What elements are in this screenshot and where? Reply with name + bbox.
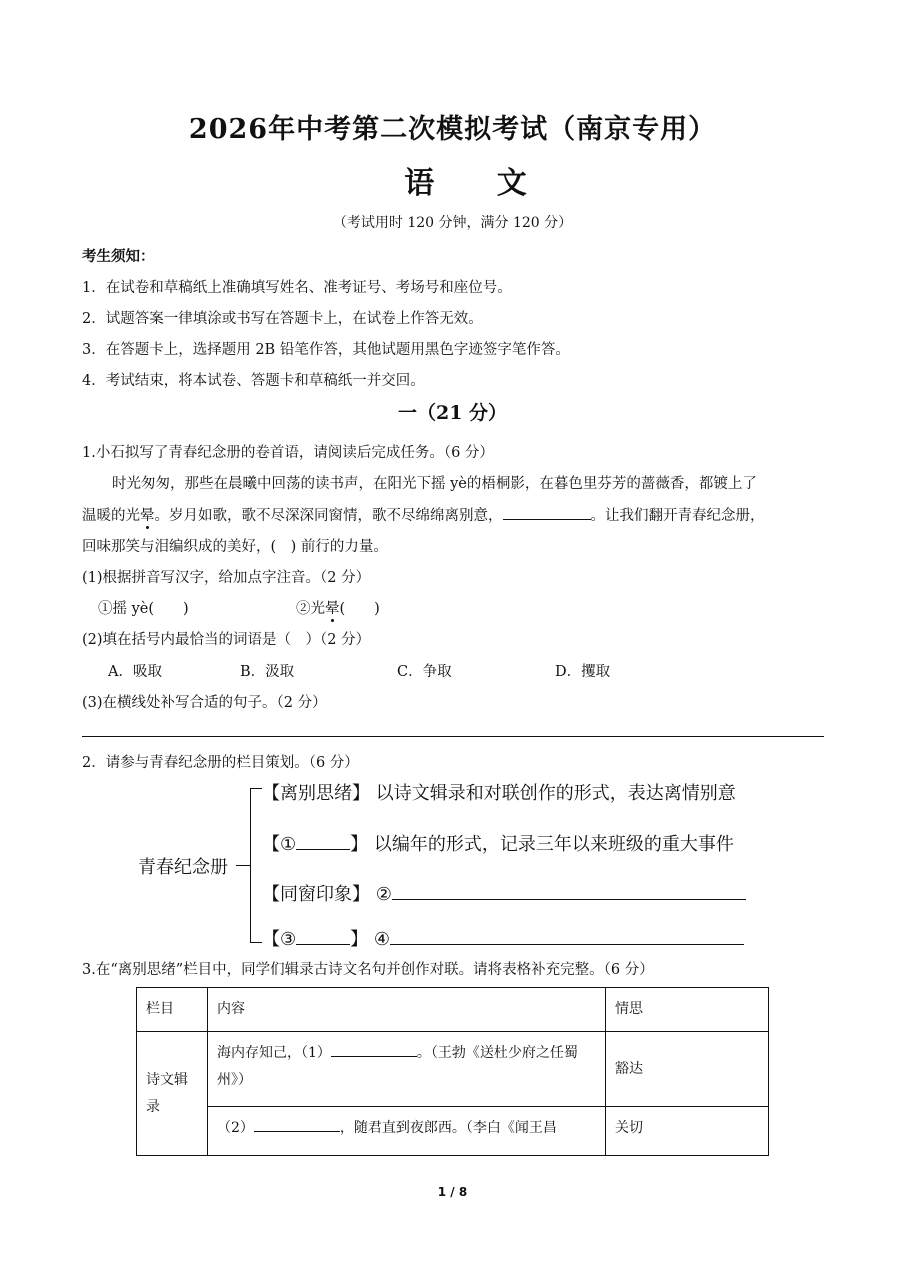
answer-blank bbox=[254, 1117, 340, 1132]
column-row: 【离别思绪】 以诗文辑录和对联创作的形式，表达离情别意 bbox=[262, 783, 736, 804]
option-c: C．争取 bbox=[397, 664, 452, 680]
q1-stem: 1.小石拟写了青春纪念册的卷首语，请阅读后完成任务。（6 分） bbox=[82, 445, 494, 461]
table-header: 栏目 bbox=[137, 988, 208, 1032]
subject-title: 语 文 bbox=[404, 166, 553, 201]
page-number: 1 / 8 bbox=[437, 1185, 468, 1199]
column-row: 【③ 】 ④ bbox=[262, 925, 744, 951]
notice-item: 4．考试结束，将本试卷、答题卡和草稿纸一并交回。 bbox=[82, 373, 425, 389]
answer-blank bbox=[503, 505, 591, 520]
q2-stem: 2．请参与青春纪念册的栏目策划。（6 分） bbox=[82, 755, 359, 771]
q1-passage-line: 温暖的光晕。岁月如歌，歌不尽深深同窗情，歌不尽绵绵离别意， 。让我们翻开青春纪念册， bbox=[82, 504, 765, 525]
q1-passage-line: 回味那笑与泪编织成的美好，( ) 前行的力量。 bbox=[82, 539, 388, 555]
column-row: 【同窗印象】 ② bbox=[262, 880, 746, 906]
tree-connector bbox=[236, 865, 250, 866]
tree-branch bbox=[250, 788, 262, 789]
option-d: D．攫取 bbox=[555, 664, 611, 680]
table-header: 情思 bbox=[606, 988, 769, 1032]
option-a: A．吸取 bbox=[108, 664, 162, 680]
q1-sub2: (2)填在括号内最恰当的词语是（ ）（2 分） bbox=[82, 632, 371, 648]
dotted-char: 晕 bbox=[140, 508, 155, 524]
q1-sub1: (1)根据拼音写汉字，给加点字注音。（2 分） bbox=[82, 570, 371, 586]
dotted-char: 晕 bbox=[325, 601, 340, 617]
tree-branch bbox=[250, 942, 262, 943]
table-cell: 豁达 bbox=[606, 1032, 769, 1107]
exam-title: 2026年中考第二次模拟考试（南京专用） bbox=[188, 114, 717, 145]
answer-blank bbox=[331, 1042, 417, 1057]
q1-sub1-a: ①摇 yè( ) bbox=[98, 601, 189, 617]
table-header: 内容 bbox=[208, 988, 606, 1032]
answer-blank bbox=[296, 831, 350, 850]
answer-blank bbox=[296, 926, 350, 945]
table-cell: （2） ，随君直到夜郎西。（李白《闻王昌 bbox=[208, 1107, 606, 1156]
notice-heading: 考生须知： bbox=[82, 249, 155, 265]
answer-blank bbox=[390, 926, 744, 945]
notice-item: 1．在试卷和草稿纸上准确填写姓名、准考证号、考场号和座位号。 bbox=[82, 280, 512, 296]
tree-bracket bbox=[250, 788, 251, 943]
notice-item: 2．试题答案一律填涂或书写在答题卡上，在试卷上作答无效。 bbox=[82, 311, 483, 327]
answer-line bbox=[82, 736, 824, 737]
q3-table bbox=[136, 987, 769, 1156]
q1-sub3: (3)在横线处补写合适的句子。（2 分） bbox=[82, 695, 327, 711]
column-row: 【① 】 以编年的形式，记录三年以来班级的重大事件 bbox=[262, 830, 734, 856]
row-label: 诗文辑录 bbox=[137, 1032, 208, 1156]
q1-sub1-b: ②光晕( ) bbox=[296, 601, 380, 617]
answer-blank bbox=[392, 881, 746, 900]
table-cell: 海内存知己，（1） 。（王勃《送杜少府之任蜀州》） bbox=[208, 1032, 606, 1107]
table-cell: 关切 bbox=[606, 1107, 769, 1156]
tree-root-label: 青春纪念册 bbox=[138, 857, 228, 878]
option-b: B．汲取 bbox=[240, 664, 295, 680]
q1-passage-line: 时光匆匆，那些在晨曦中回荡的读书声，在阳光下摇 yè的梧桐影，在暮色里芬芳的蔷薇香，都镀上了 bbox=[112, 476, 757, 492]
section-heading: 一（21 分） bbox=[397, 402, 508, 424]
exam-info: （考试用时 120 分钟，满分 120 分） bbox=[332, 215, 573, 231]
q3-stem: 3.在“离别思绪”栏目中，同学们辑录古诗文名句并创作对联。请将表格补充完整。（6 分） bbox=[82, 962, 654, 978]
notice-item: 3．在答题卡上，选择题用 2B 铅笔作答，其他试题用黑色字迹签字笔作答。 bbox=[82, 342, 570, 358]
